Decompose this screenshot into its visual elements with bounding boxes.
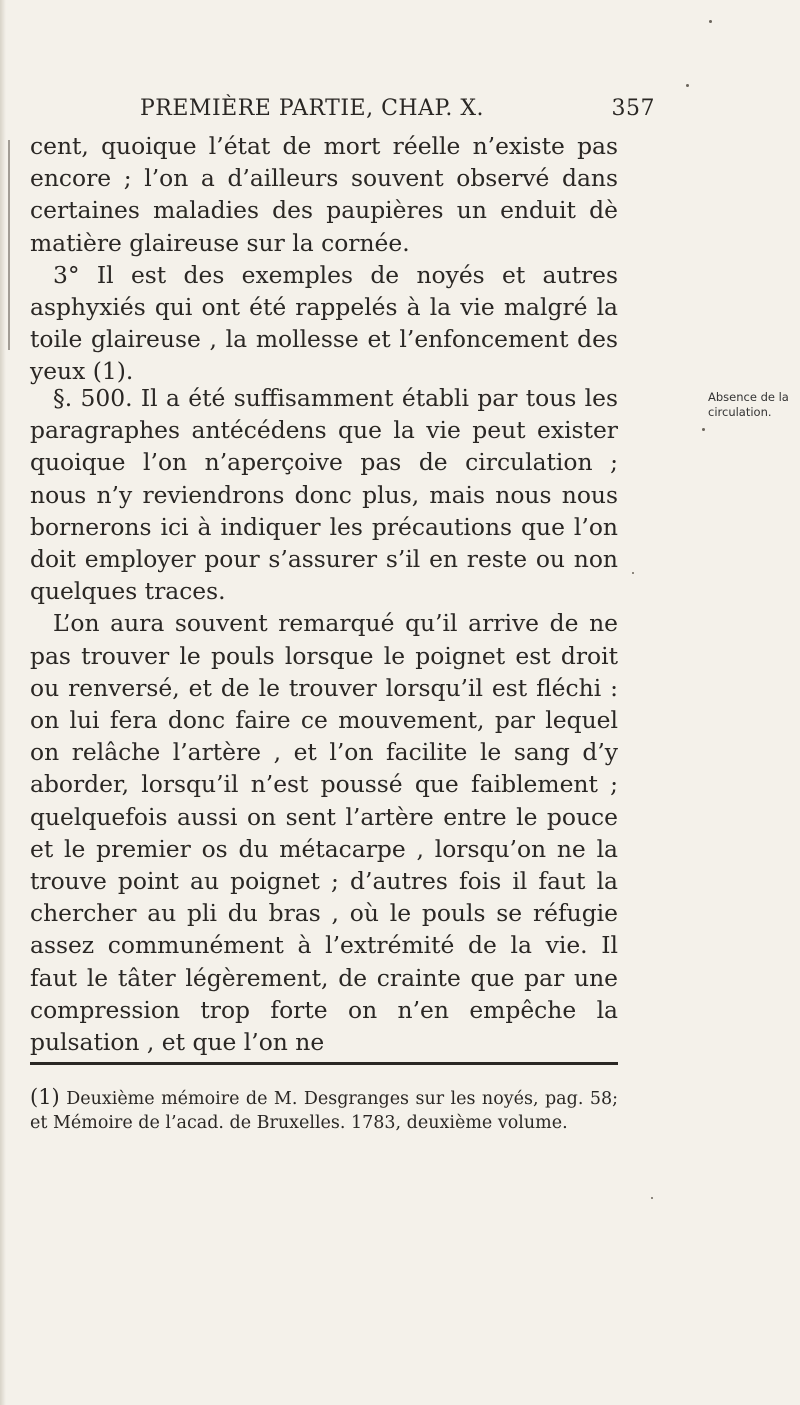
ink-speck	[702, 428, 705, 431]
text-block-section-500	[30, 382, 618, 1058]
marginal-note-line-1: Absence de la	[708, 390, 789, 404]
ink-speck	[686, 84, 689, 87]
running-title: PREMIÈRE PARTIE, CHAP. X.	[140, 96, 484, 121]
footnotes	[30, 1086, 618, 1135]
ink-speck	[709, 20, 712, 23]
footnote-separator	[30, 1062, 618, 1065]
marginal-note	[708, 390, 796, 420]
ink-speck	[632, 572, 634, 574]
paragraph-point-3: 3° Il est des exemples de noyés et autres asphyxiés qui ont été rappelés à la vie malgré la toile glaireuse , la mollesse et l’enfoncement des yeux (1).	[30, 260, 618, 386]
paragraph-pulse: L’on aura souvent remarqué qu’il arrive de ne pas trouver le pouls lorsque le poignet est droit ou renversé, et de le trouver lorsqu’il est fléchi : on lui fera donc faire ce mouvement, par lequel on relâche l’artère , et l’on facilite le sang d’y aborder, lorsqu’il n’est poussé que faiblement ; quelquefois aussi on sent l’artère entre le pouce et le premier os du métacarpe , lorsqu’on ne la trouve point au poignet ; d’autres fois il faut la chercher au pli du bras , où le pouls se réfugie assez communément à l’extrémité de la vie. Il faut le tâter légèrement, de crainte que par une compression trop forte on n’en empêche la pulsation , et que l’on ne	[30, 609, 618, 1057]
marginal-note-line-2: circulation.	[708, 405, 772, 419]
scan-edge-shadow	[0, 0, 6, 1405]
paragraph-continuation: cent, quoique l’état de mort réelle n’existe pas encore ; l’on a d’ailleurs souvent observé dans certaines maladies des paupières un enduit dè matière glaireuse sur la cornée.	[30, 132, 618, 257]
footnote-marker: (1)	[30, 1085, 60, 1109]
footnote-text: Deuxième mémoire de M. Desgranges sur les noyés, pag. 58; et Mémoire de l’acad. de Bruxelles. 1783, deuxième volume.	[30, 1089, 618, 1133]
paragraph-section-500: §. 500. Il a été suffisamment établi par tous les paragraphes antécédens que la vie peut exister quoique l’on n’aperçoive pas de circulation ; nous n’y reviendrons donc plus, mais nous nous bornerons ici à indiquer les précautions que l’on doit employer pour s’assurer s’il en reste ou non quelques traces.	[30, 384, 618, 606]
footnote-1	[30, 1086, 618, 1135]
page-number: 357	[611, 96, 655, 121]
text-block-top	[30, 130, 618, 388]
ink-speck	[651, 1197, 653, 1199]
left-margin-mark	[8, 140, 10, 350]
page-header	[140, 96, 655, 130]
